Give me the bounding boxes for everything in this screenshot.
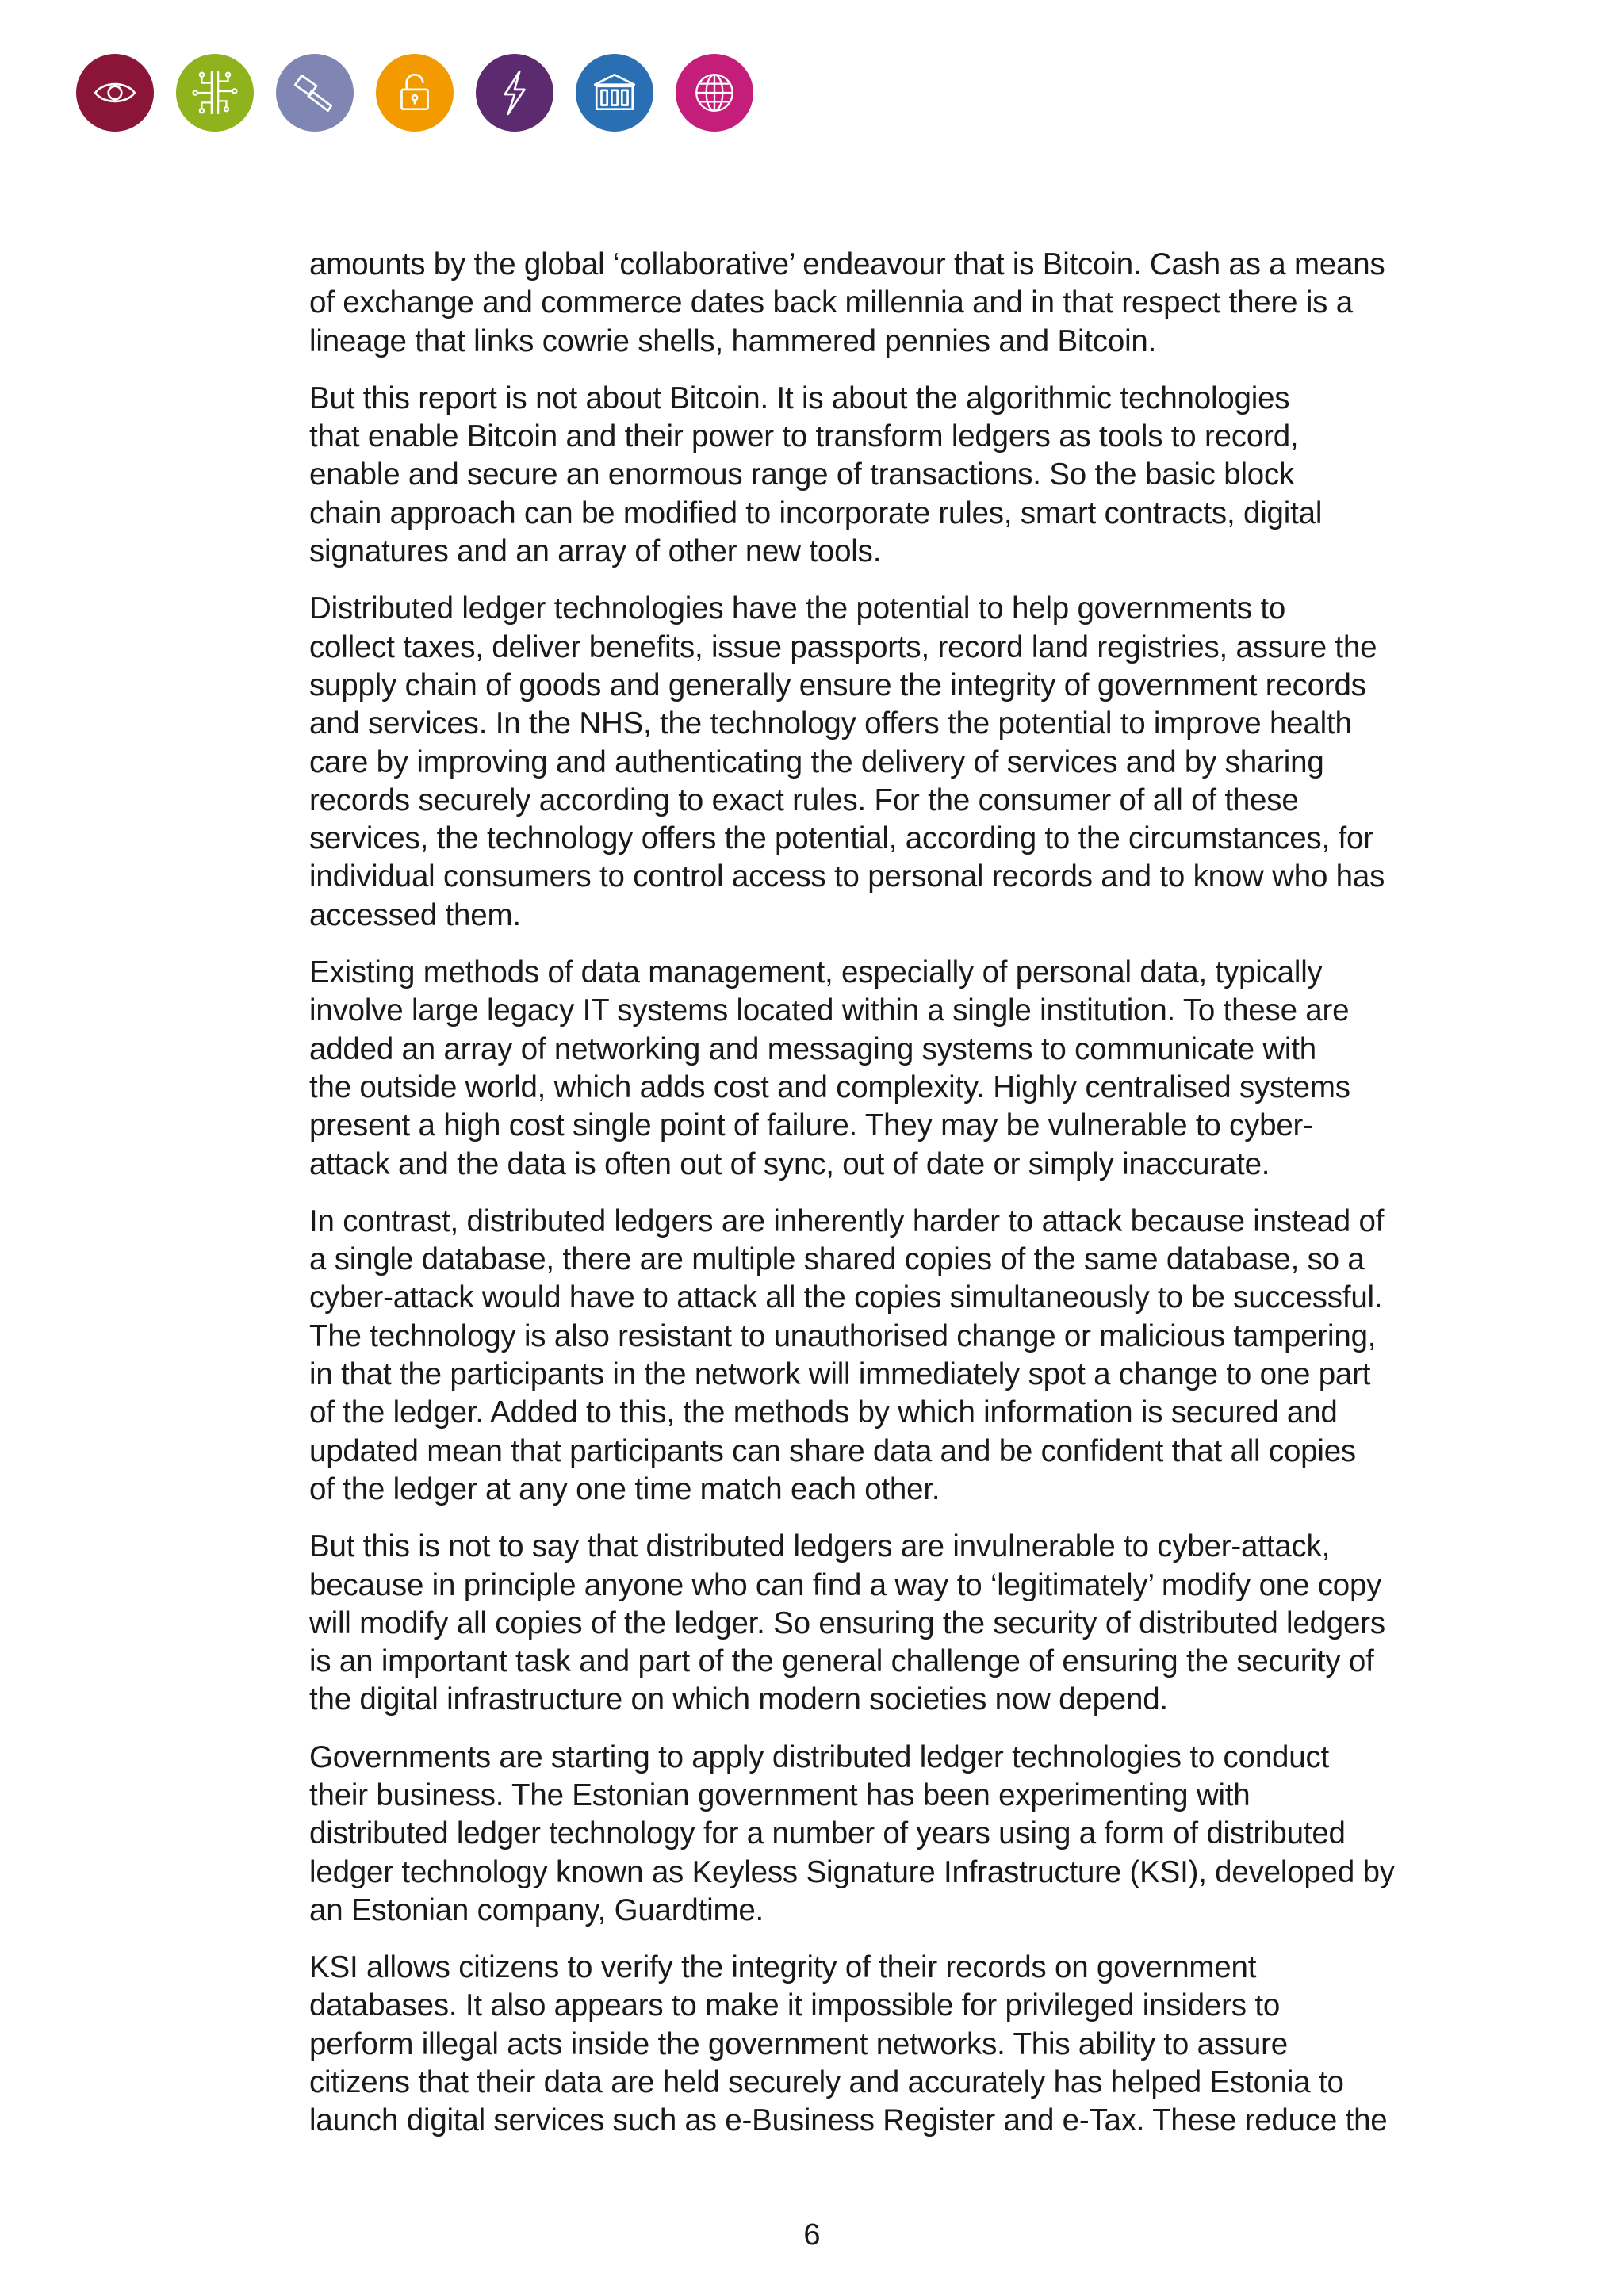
eye-icon [76, 54, 154, 132]
page-number: 6 [803, 2218, 821, 2252]
globe-icon [676, 54, 753, 132]
gavel-icon [276, 54, 354, 132]
padlock-icon [376, 54, 454, 132]
paragraph: But this report is not about Bitcoin. It is about the algorithmic technologies that enable Bitcoin and their power to transform ledgers as tools to record, enable and secure an enormous range of transactions. So the basic block chain approach can be modified to incorporate rules, smart contracts, digital signatures and an array of other new tools. [309, 381, 1323, 569]
lightning-icon [476, 54, 553, 132]
theme-icon-row [76, 54, 753, 132]
paragraph: amounts by the global ‘collaborative’ endeavour that is Bitcoin. Cash as a means of exchange and commerce dates back millennia and in that respect there is a lineage that links cowrie shells, hammered pennies and Bitcoin. [309, 247, 1385, 358]
body-text [309, 246, 1483, 2160]
paragraph: Governments are starting to apply distributed ledger technologies to conduct their business. The Estonian government has been experimenting with distributed ledger technology for a number of years using a form of distributed ledger technology known as Keyless Signature Infrastructure (KSI), developed by an Estonian company, Guardtime. [309, 1739, 1395, 1927]
paragraph: In contrast, distributed ledgers are inherently harder to attack because instead of a single database, there are multiple shared copies of the same database, so a cyber-attack would have to attack all the copies simultaneously to be successful. The technology is also resistant to unauthorised change or malicious tampering, in that the participants in the network will immediately spot a change to one part of the ledger. Added to this, the methods by which information is secured and updated mean that participants can share data and be confident that all copies of the ledger at any one time match each other. [309, 1203, 1385, 1506]
paragraph: Existing methods of data management, especially of personal data, typically involve large legacy IT systems located within a single institution. To these are added an array of networking and messaging systems to communicate with the outside world, which adds cost and complexity. Highly centralised systems present a high cost single point of failure. They may be vulnerable to cyber- attack and the data is often out of sync, out of date or simply inaccurate. [309, 955, 1350, 1181]
paragraph: KSI allows citizens to verify the integrity of their records on government databases. It also appears to make it impossible for privileged insiders to perform illegal acts inside the government networks. This ability to assure citizens that their data are held securely and accurately has helped Estonia to launch digital services such as e-Business Register and e-Tax. These reduce the [309, 1950, 1388, 2138]
paragraph: But this is not to say that distributed ledgers are invulnerable to cyber-attack, because in principle anyone who can find a way to ‘legitimately’ modify one copy will modify all copies of the ledger. So ensuring the security of distributed ledgers is an important task and part of the general challenge of ensuring the security of the digital infrastructure on which modern societies now depend. [309, 1529, 1385, 1717]
bank-icon [576, 54, 653, 132]
paragraph: Distributed ledger technologies have the potential to help governments to collect taxes, deliver benefits, issue passports, record land registries, assure the supply chain of goods and generally ensure the integrity of government records and services. In the NHS, the technology offers the potential to improve health care by improving and authenticating the delivery of services and by sharing records securely according to exact rules. For the consumer of all of these services, the technology offers the potential, according to the circumstances, for individual consumers to control access to personal records and to know who has accessed them. [309, 591, 1385, 932]
circuit-icon [176, 54, 254, 132]
